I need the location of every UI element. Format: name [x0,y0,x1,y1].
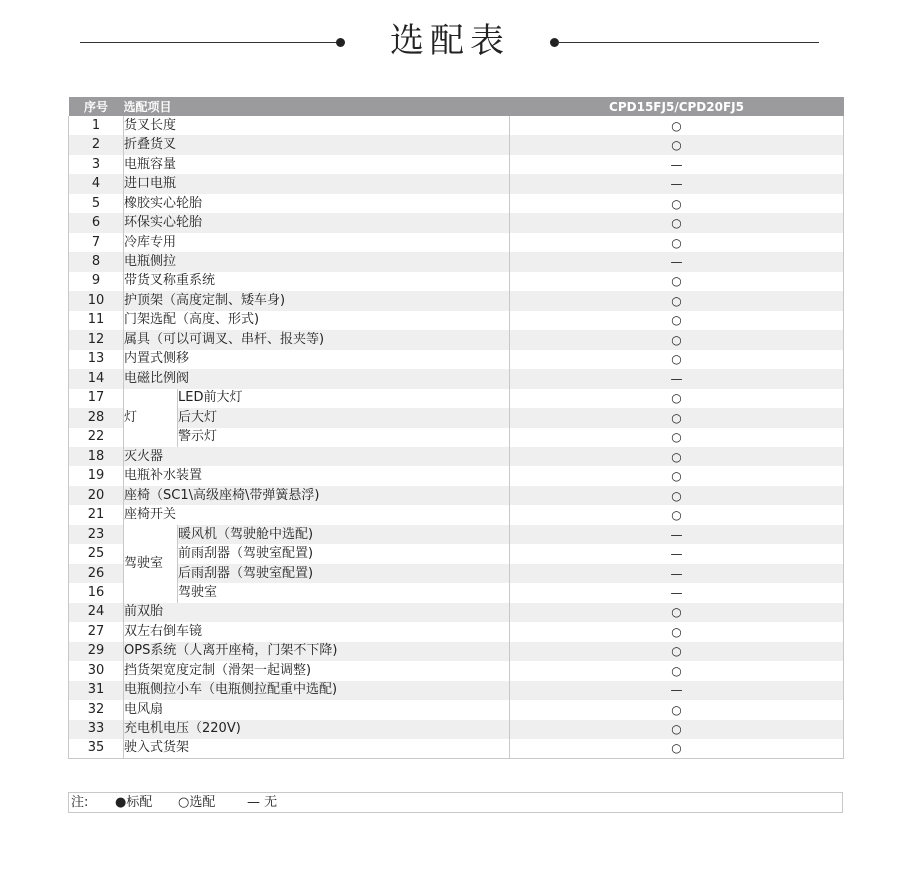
row-item: 电瓶容量 [124,155,510,174]
row-item: 冷库专用 [124,233,510,252]
row-sub-item: 前雨刮器（驾驶室配置) [178,544,510,563]
table-row [69,272,844,291]
group-label-cab: 驾驶室 [124,525,178,603]
row-item: 环保实心轮胎 [124,213,510,232]
row-value: ○ [510,486,844,505]
title-divider-left [80,42,342,43]
row-item: 内置式侧移 [124,350,510,369]
row-no: 27 [69,622,124,641]
row-item: 座椅（SC1\高级座椅\带弹簧悬浮) [124,486,510,505]
row-sub-item: 后大灯 [178,408,510,427]
row-value: ○ [510,661,844,680]
row-no: 24 [69,603,124,622]
row-item: 电磁比例阀 [124,369,510,388]
row-value: ○ [510,330,844,349]
row-value: ○ [510,700,844,719]
row-value: ○ [510,447,844,466]
row-value: — [510,252,844,271]
table-row [69,116,844,135]
row-no: 12 [69,330,124,349]
table-row [69,681,844,700]
row-item: 橡胶实心轮胎 [124,194,510,213]
table-row [69,622,844,641]
row-no: 29 [69,642,124,661]
header-no: 序号 [69,97,124,116]
table-row [69,194,844,213]
row-value: ○ [510,739,844,758]
row-item: 护顶架（高度定制、矮车身) [124,291,510,310]
table-row [69,233,844,252]
row-no: 7 [69,233,124,252]
row-sub-item: 驾驶室 [178,583,510,602]
row-item: 驶入式货架 [124,739,510,758]
row-value: ○ [510,622,844,641]
row-no: 4 [69,174,124,193]
row-no: 33 [69,720,124,739]
title-divider-right [556,42,819,43]
table-row [69,720,844,739]
table-row [69,135,844,154]
row-item: 电瓶侧拉 [124,252,510,271]
row-no: 1 [69,116,124,135]
table-row [69,291,844,310]
row-no: 13 [69,350,124,369]
row-value: — [510,681,844,700]
row-value: — [510,174,844,193]
row-no: 9 [69,272,124,291]
row-value: ○ [510,389,844,408]
row-no: 28 [69,408,124,427]
row-no: 22 [69,428,124,447]
row-value: — [510,369,844,388]
table-row [69,408,844,427]
table-row [69,603,844,622]
row-value: — [510,544,844,563]
row-sub-item: 暖风机（驾驶舱中选配) [178,525,510,544]
row-value: ○ [510,428,844,447]
row-value: ○ [510,135,844,154]
row-item: 电风扇 [124,700,510,719]
table-row [69,447,844,466]
title-bar [0,18,900,68]
table-row [69,642,844,661]
row-item: 货叉长度 [124,116,510,135]
row-value: — [510,155,844,174]
row-value: — [510,583,844,602]
row-value: ○ [510,505,844,524]
row-item: 折叠货叉 [124,135,510,154]
row-no: 35 [69,739,124,758]
row-no: 19 [69,466,124,485]
row-item: 电瓶侧拉小车（电瓶侧拉配重中选配) [124,681,510,700]
row-item: 进口电瓶 [124,174,510,193]
row-no: 30 [69,661,124,680]
row-value: ○ [510,194,844,213]
table-row [69,486,844,505]
row-item: 灭火器 [124,447,510,466]
row-item: 前双胎 [124,603,510,622]
header-item: 选配项目 [124,97,510,116]
table-row [69,583,844,602]
row-no: 14 [69,369,124,388]
row-no: 31 [69,681,124,700]
table-row [69,661,844,680]
table-row [69,369,844,388]
row-value: ○ [510,408,844,427]
row-no: 6 [69,213,124,232]
row-item: 属具（可以可调叉、串杆、报夹等) [124,330,510,349]
row-sub-item: 警示灯 [178,428,510,447]
row-value: — [510,564,844,583]
row-no: 16 [69,583,124,602]
table-row [69,544,844,563]
table-row [69,505,844,524]
row-no: 2 [69,135,124,154]
row-value: — [510,525,844,544]
row-no: 20 [69,486,124,505]
row-no: 32 [69,700,124,719]
row-value: ○ [510,291,844,310]
table-header-row [69,97,844,116]
table-row [69,350,844,369]
row-item: 充电机电压（220V) [124,720,510,739]
options-table [68,97,844,759]
row-sub-item: 后雨刮器（驾驶室配置) [178,564,510,583]
row-value: ○ [510,311,844,330]
table-row [69,213,844,232]
row-value: ○ [510,466,844,485]
row-value: ○ [510,233,844,252]
row-item: 双左右倒车镜 [124,622,510,641]
row-no: 26 [69,564,124,583]
row-no: 18 [69,447,124,466]
row-no: 5 [69,194,124,213]
table-row [69,739,844,758]
row-item: 挡货架宽度定制（滑架一起调整) [124,661,510,680]
table-row [69,700,844,719]
row-no: 21 [69,505,124,524]
table-row [69,155,844,174]
table-row [69,428,844,447]
row-item: 电瓶补水装置 [124,466,510,485]
row-value: ○ [510,213,844,232]
row-no: 11 [69,311,124,330]
row-no: 8 [69,252,124,271]
row-sub-item: LED前大灯 [178,389,510,408]
row-value: ○ [510,720,844,739]
row-item: 座椅开关 [124,505,510,524]
table-row [69,330,844,349]
legend-note [68,792,843,813]
row-value: ○ [510,642,844,661]
row-value: ○ [510,350,844,369]
row-value: ○ [510,603,844,622]
legend-label: 注: [71,795,89,810]
row-item: OPS系统（人离开座椅，门架不下降) [124,642,510,661]
header-model: CPD15FJ5/CPD20FJ5 [510,97,844,116]
row-value: ○ [510,116,844,135]
row-no: 25 [69,544,124,563]
table-row [69,564,844,583]
row-no: 23 [69,525,124,544]
table-row [69,311,844,330]
row-no: 17 [69,389,124,408]
table-row [69,525,844,544]
table-row [69,252,844,271]
table-row [69,174,844,193]
page-title: 选配表 [390,21,510,61]
title-dot-left [336,38,345,47]
table-row [69,466,844,485]
group-label-light: 灯 [124,389,178,447]
legend-none: — 无 [247,795,278,810]
table-row [69,389,844,408]
row-item: 带货叉称重系统 [124,272,510,291]
legend-standard: ●标配 [115,795,153,810]
row-no: 3 [69,155,124,174]
legend-optional: ○选配 [178,795,216,810]
row-no: 10 [69,291,124,310]
row-value: ○ [510,272,844,291]
row-item: 门架选配（高度、形式) [124,311,510,330]
